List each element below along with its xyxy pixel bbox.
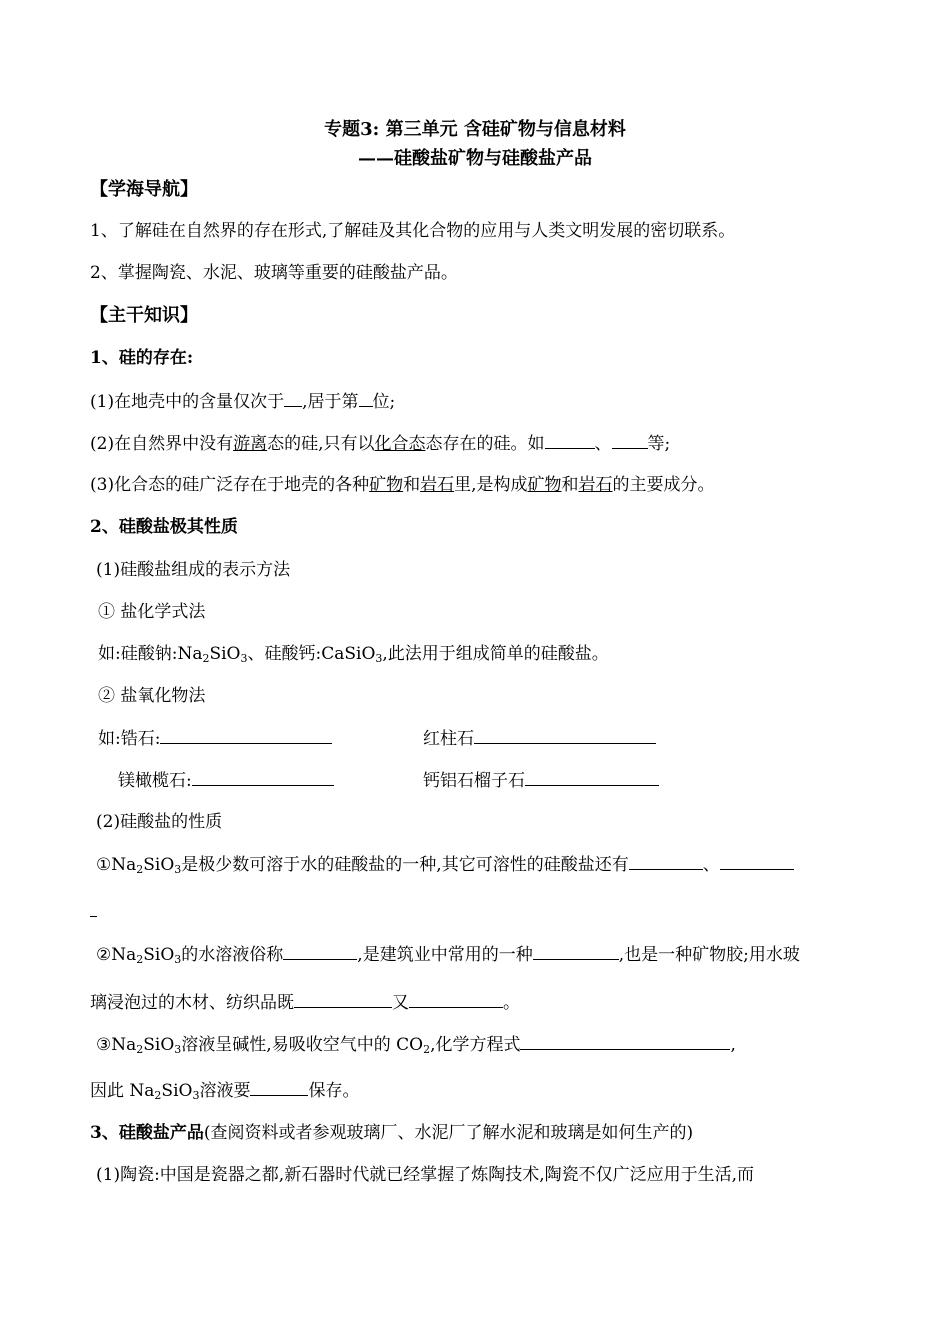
mineral-andalusite: 红柱石 (423, 726, 656, 751)
fill-blank[interactable] (612, 431, 648, 449)
doc-subtitle: ——硅酸盐矿物与硅酸盐产品 (358, 148, 592, 169)
fill-blank[interactable] (192, 768, 334, 786)
fill-blank[interactable] (720, 852, 794, 870)
fill-blank[interactable] (409, 990, 503, 1008)
mineral-grossular: 钙铝石榴子石 (423, 768, 659, 793)
property-2: $②Na_2SiO_3$的水溶液俗称 ,是建筑业中常用的一种 ,也是一种矿物胶;用水玻 (96, 942, 800, 967)
fill-blank[interactable] (629, 852, 703, 870)
fill-blank[interactable] (545, 431, 595, 449)
fill-blank[interactable] (525, 768, 659, 786)
fill-blank[interactable] (474, 726, 656, 744)
s2-sub2: (2)硅酸盐的性质 (96, 812, 223, 832)
fill-blank[interactable] (533, 942, 619, 960)
mineral-forsterite: 镁橄榄石: (118, 768, 334, 793)
doc-title: 专题3: 第三单元 含硅矿物与信息材料 (324, 119, 626, 140)
fill-blank[interactable] (294, 990, 392, 1008)
s2-sub1: (1)硅酸盐组成的表示方法 (96, 560, 291, 580)
s2-method-2: ② 盐氧化物法 (98, 686, 206, 706)
s1-line-2: (2)在自然界中没有游离态的硅,只有以化合态态存在的硅。如 、 等; (90, 431, 670, 456)
s2-heading: 2、硅酸盐极其性质 (90, 517, 238, 537)
property-3-cont: 因此 $Na_2SiO_3$溶液要 保存。 (90, 1078, 359, 1103)
mineral-zircon: 如:锆石: (98, 726, 332, 751)
property-3: $③Na_2SiO_3$溶液呈碱性,易吸收空气中的 $CO_2$,化学方程式 , (96, 1032, 736, 1057)
section-heading-nav: 【学海导航】 (90, 179, 198, 200)
s3-line-1: (1)陶瓷:中国是瓷器之都,新石器时代就已经掌握了炼陶技术,陶瓷不仅广泛应用于生活,而 (96, 1165, 755, 1185)
property-1: $①Na_2SiO_3$是极少数可溶于水的硅酸盐的一种,其它可溶性的硅酸盐还有 、 (96, 852, 794, 877)
nav-item-1: 1、了解硅在自然界的存在形式,了解硅及其化合物的应用与人类文明发展的密切联系。 (90, 221, 736, 241)
fill-blank[interactable] (284, 389, 302, 407)
s3-heading: 3、硅酸盐产品(查阅资料或者参观玻璃厂、水泥厂了解水泥和玻璃是如何生产的) (90, 1123, 694, 1143)
fill-blank[interactable] (359, 389, 373, 407)
fill-blank-continued[interactable] (90, 916, 97, 917)
s1-heading: 1、硅的存在: (90, 348, 194, 368)
fill-blank[interactable] (250, 1078, 308, 1096)
fill-blank[interactable] (520, 1032, 730, 1050)
s2-method-1: ① 盐化学式法 (98, 602, 206, 622)
fill-blank[interactable] (283, 942, 357, 960)
property-2-cont: 璃浸泡过的木材、纺织品既 又 。 (90, 990, 520, 1015)
section-heading-main: 【主干知识】 (90, 305, 198, 326)
s1-line-3: (3)化合态的硅广泛存在于地壳的各种矿物和岩石里,是构成矿物和岩石的主要成分。 (90, 475, 715, 495)
fill-blank[interactable] (160, 726, 332, 744)
s1-line-1: (1)在地壳中的含量仅次于 ,居于第 位; (90, 389, 395, 414)
s2-example-1: 如:硅酸钠$:Na_2SiO_3$、硅酸钙:CaSiO$_3$,此法用于组成简单的硅酸盐。 (98, 644, 609, 665)
nav-item-2: 2、掌握陶瓷、水泥、玻璃等重要的硅酸盐产品。 (90, 263, 458, 283)
